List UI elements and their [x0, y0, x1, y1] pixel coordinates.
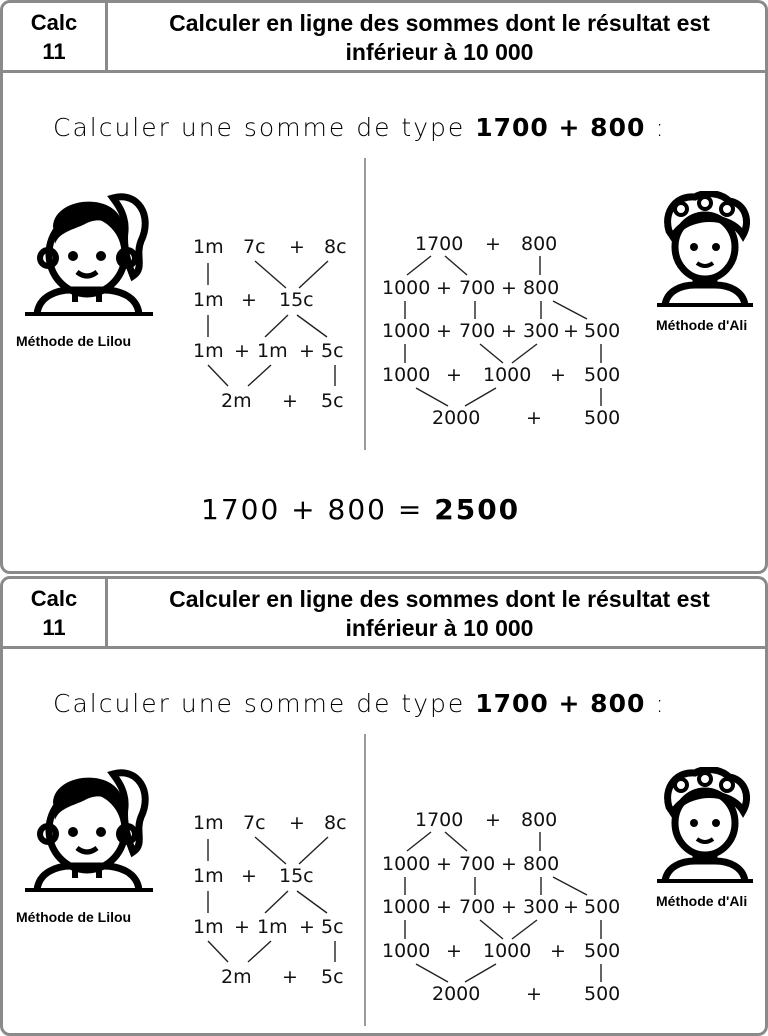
lilou-r3-t3: 1m [257, 916, 288, 938]
lilou-r3-t5: 5c [321, 916, 344, 938]
subtitle-suffix: : [655, 113, 666, 142]
lilou-r2-t1: 1m [193, 289, 224, 311]
lesson-code-label: Calc [30, 586, 78, 611]
lilou-r2-t2: + [241, 865, 257, 887]
lilou-r3-t3: 1m [257, 340, 288, 362]
lilou-r4-t3: 5c [321, 966, 344, 988]
ali-r2-t3: 700 [459, 277, 496, 299]
ali-r3-t7: 500 [584, 896, 621, 918]
ali-r2-t1: 1000 [382, 853, 431, 875]
lilou-r1-t4: 8c [324, 236, 347, 258]
lilou-r1-t2: 7c [243, 236, 266, 258]
ali-r3-t5: 300 [523, 896, 560, 918]
ali-r4-t5: 500 [584, 364, 621, 386]
lilou-r1-t1: 1m [193, 812, 224, 834]
ali-r1-t3: 800 [521, 233, 558, 255]
ali-r1-t1: 1700 [415, 233, 464, 255]
lilou-r3-t1: 1m [193, 916, 224, 938]
result-expression: 1700 + 800 = [201, 493, 424, 526]
lesson-title-line1: Calculer en ligne des sommes dont le résultat est [169, 10, 710, 36]
lilou-r4-t1: 2m [221, 966, 252, 988]
ali-r3-t2: + [436, 320, 452, 342]
ali-r2-t5: 800 [523, 277, 560, 299]
ali-r4-t4: + [550, 940, 566, 962]
lesson-card-duplicate [0, 576, 768, 1036]
ali-r2-t2: + [436, 277, 452, 299]
ali-r2-t5: 800 [523, 853, 560, 875]
lilou-r2-t3: 15c [279, 865, 314, 887]
subtitle-example: 1700 + 800 [475, 113, 646, 142]
ali-r3-t3: 700 [459, 896, 496, 918]
ali-r5-t1: 2000 [432, 407, 481, 429]
ali-r5-t2: + [526, 983, 542, 1005]
ali-r4-t2: + [446, 364, 462, 386]
lilou-r4-t1: 2m [221, 390, 252, 412]
subtitle-example: 1700 + 800 [475, 689, 646, 718]
ali-r1-t3: 800 [521, 809, 558, 831]
result-answer: 2500 [434, 493, 521, 526]
lesson-title-line2: inférieur à 10 000 [345, 615, 534, 641]
lilou-caption: Méthode de Lilou [16, 909, 132, 925]
lesson-code-number: 11 [42, 39, 66, 64]
lilou-r2-t2: + [241, 289, 257, 311]
subtitle-prefix: Calculer une somme de type [53, 689, 466, 718]
lilou-caption: Méthode de Lilou [16, 333, 132, 349]
ali-caption: Méthode d'Ali [656, 893, 748, 909]
ali-r3-t6: + [563, 896, 579, 918]
lesson-title-line2: inférieur à 10 000 [345, 39, 534, 65]
lilou-r3-t4: + [299, 916, 315, 938]
ali-r2-t2: + [436, 853, 452, 875]
lesson-title-line1: Calculer en ligne des sommes dont le résultat est [169, 586, 710, 612]
decomposition-trees [3, 3, 768, 574]
lilou-r1-t3: + [289, 812, 305, 834]
ali-r1-t2: + [485, 233, 501, 255]
lilou-r1-t3: + [289, 236, 305, 258]
lesson-code-label: Calc [30, 10, 78, 35]
ali-r5-t3: 500 [584, 983, 621, 1005]
ali-r4-t3: 1000 [483, 940, 532, 962]
ali-r2-t3: 700 [459, 853, 496, 875]
ali-r3-t1: 1000 [382, 320, 431, 342]
lilou-r4-t2: + [282, 390, 298, 412]
lilou-r3-t2: + [234, 916, 250, 938]
ali-r5-t3: 500 [584, 407, 621, 429]
subtitle-prefix: Calculer une somme de type [53, 113, 466, 142]
result-equation [201, 493, 520, 526]
ali-r4-t5: 500 [584, 940, 621, 962]
ali-r4-t1: 1000 [382, 940, 431, 962]
lilou-r3-t1: 1m [193, 340, 224, 362]
lilou-r3-t2: + [234, 340, 250, 362]
lilou-r2-t3: 15c [279, 289, 314, 311]
ali-r5-t2: + [526, 407, 542, 429]
ali-r3-t7: 500 [584, 320, 621, 342]
ali-r3-t1: 1000 [382, 896, 431, 918]
lilou-r4-t3: 5c [321, 390, 344, 412]
ali-r1-t2: + [485, 809, 501, 831]
lilou-r1-t1: 1m [193, 236, 224, 258]
subtitle-suffix: : [655, 689, 666, 718]
ali-r2-t1: 1000 [382, 277, 431, 299]
lilou-r4-t2: + [282, 966, 298, 988]
ali-r5-t1: 2000 [432, 983, 481, 1005]
lilou-r3-t5: 5c [321, 340, 344, 362]
ali-r4-t4: + [550, 364, 566, 386]
lilou-r1-t2: 7c [243, 812, 266, 834]
ali-r4-t1: 1000 [382, 364, 431, 386]
lilou-r2-t1: 1m [193, 865, 224, 887]
ali-r3-t6: + [563, 320, 579, 342]
ali-r3-t4: + [501, 896, 517, 918]
ali-r4-t2: + [446, 940, 462, 962]
ali-r2-t4: + [501, 853, 517, 875]
ali-r1-t1: 1700 [415, 809, 464, 831]
ali-r3-t2: + [436, 896, 452, 918]
ali-r3-t4: + [501, 320, 517, 342]
lesson-code-number: 11 [42, 615, 66, 640]
ali-r3-t5: 300 [523, 320, 560, 342]
decomposition-trees [3, 579, 768, 1036]
lilou-r3-t4: + [299, 340, 315, 362]
ali-r3-t3: 700 [459, 320, 496, 342]
ali-r4-t3: 1000 [483, 364, 532, 386]
ali-caption: Méthode d'Ali [656, 317, 748, 333]
lilou-r1-t4: 8c [324, 812, 347, 834]
ali-r2-t4: + [501, 277, 517, 299]
